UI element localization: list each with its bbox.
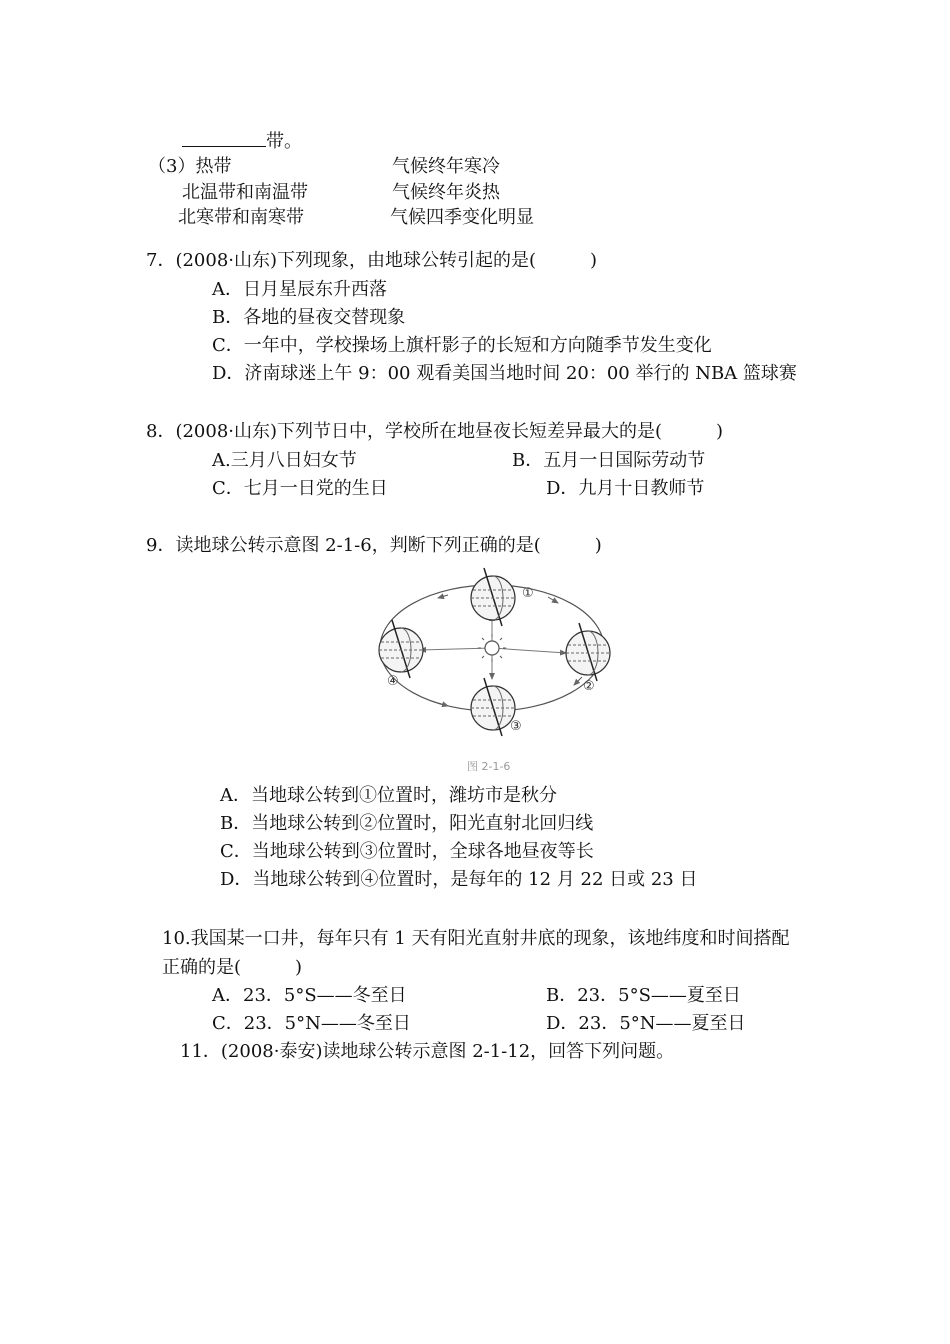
q8-option-c[interactable]: C．七月一日党的生日 (212, 478, 388, 499)
q7-option-b[interactable]: B．各地的昼夜交替现象 (212, 307, 406, 328)
earth-position-1 (471, 568, 515, 626)
position-label-2: ② (583, 679, 595, 694)
q7-stem: 7．(2008·山东)下列现象，由地球公转引起的是( ) (146, 250, 598, 271)
q7-option-c[interactable]: C．一年中，学校操场上旗杆影子的长短和方向随季节发生变化 (212, 335, 712, 356)
earth-position-3 (471, 678, 515, 736)
fill-blank-line (182, 128, 302, 154)
answer-blank[interactable] (182, 128, 266, 147)
q9-option-d[interactable]: D．当地球公转到④位置时，是每年的 12 月 22 日或 23 日 (220, 869, 698, 890)
q9-option-a[interactable]: A．当地球公转到①位置时，潍坊市是秋分 (220, 785, 557, 806)
q10-option-a[interactable]: A．23．5°S——冬至日 (212, 985, 407, 1006)
position-label-3: ③ (510, 719, 522, 734)
position-label-1: ① (522, 586, 534, 601)
q9-option-c[interactable]: C．当地球公转到③位置时，全球各地昼夜等长 (220, 841, 594, 862)
q3-left-2: 北温带和南温带 (182, 182, 308, 203)
q7-option-d[interactable]: D．济南球迷上午 9：00 观看美国当地时间 20：00 举行的 NBA 篮球赛 (212, 363, 797, 384)
q8-option-a[interactable]: A.三月八日妇女节 (212, 450, 357, 471)
q3-left-3: 北寒带和南寒带 (178, 207, 304, 228)
position-label-4: ④ (387, 674, 399, 689)
q9-option-b[interactable]: B．当地球公转到②位置时，阳光直射北回归线 (220, 813, 594, 834)
earth-position-2 (566, 623, 610, 681)
q9-stem: 9．读地球公转示意图 2-1-6，判断下列正确的是( ) (146, 535, 602, 556)
q3-right-2: 气候终年炎热 (392, 182, 500, 203)
q7-option-a[interactable]: A．日月星辰东升西落 (212, 279, 387, 300)
q10-option-c[interactable]: C．23．5°N——冬至日 (212, 1013, 411, 1034)
figure-caption: 图 2-1-6 (467, 760, 511, 773)
q8-option-b[interactable]: B．五月一日国际劳动节 (512, 450, 706, 471)
q8-option-d[interactable]: D．九月十日教师节 (546, 478, 705, 499)
earth-orbit-figure (370, 565, 620, 780)
q10-option-b[interactable]: B．23．5°S——夏至日 (546, 985, 741, 1006)
q10-stem-line2: 正确的是( ) (162, 957, 303, 978)
q3-right-3: 气候四季变化明显 (390, 207, 534, 228)
q11-stem: 11．(2008·泰安)读地球公转示意图 2-1-12，回答下列问题。 (180, 1041, 675, 1062)
q3-right-1: 气候终年寒冷 (392, 156, 500, 177)
q10-stem-line1: 10.我国某一口井，每年只有 1 天有阳光直射井底的现象，该地纬度和时间搭配 (162, 928, 790, 949)
q3-label: （3）热带 (148, 156, 232, 177)
blank-suffix: 带。 (266, 131, 302, 152)
q10-option-d[interactable]: D．23．5°N——夏至日 (546, 1013, 746, 1034)
q8-stem: 8．(2008·山东)下列节日中，学校所在地昼夜长短差异最大的是( ) (146, 421, 724, 442)
